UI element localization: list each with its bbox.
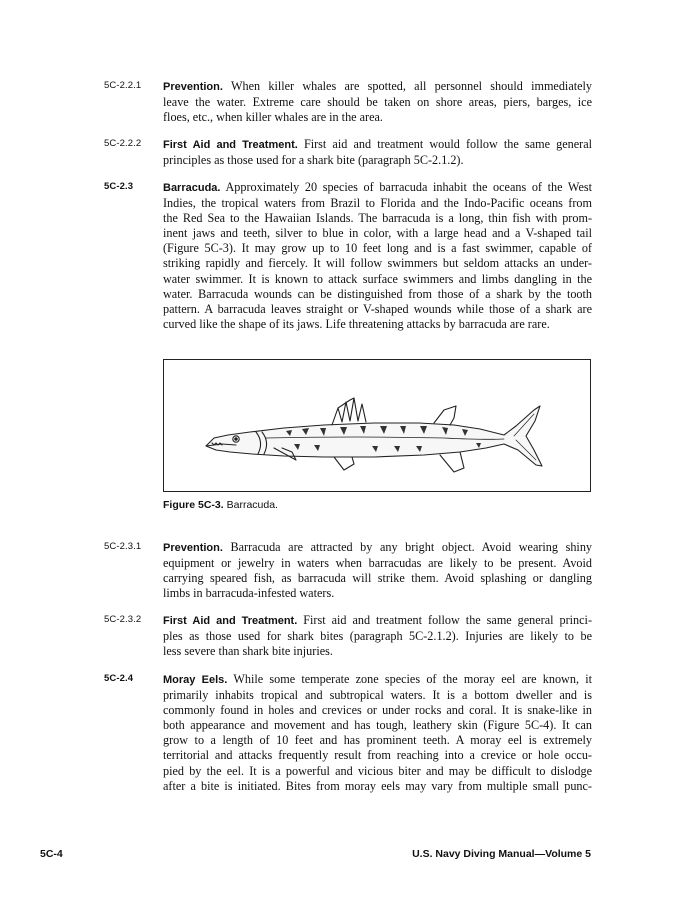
- paragraph-heading: First Aid and Treatment.: [163, 139, 298, 151]
- figure-title: Barracuda.: [226, 499, 278, 511]
- paragraph-heading: First Aid and Treatment.: [163, 615, 298, 627]
- paragraph-heading: Moray Eels.: [163, 674, 228, 686]
- manual-title: U.S. Navy Diving Manual—Volume 5: [412, 848, 591, 860]
- figure-caption: [163, 499, 278, 511]
- paragraph-heading: Prevention.: [163, 542, 223, 554]
- paragraph-heading: Barracuda.: [163, 182, 221, 194]
- paragraph-text: Prevention. When killer whales are spotted, all personnel should immediately leave the water. Extreme care should be taken on shore areas, piers, barges, ice floes, etc., when killer whales are in the area.: [163, 79, 592, 125]
- paragraph-number: 5C-2.4: [104, 673, 134, 684]
- figure-box: [163, 359, 591, 492]
- paragraph-text: First Aid and Treatment. First aid and treatment would follow the same general principles as those used for a shark bite (paragraph 5C-2.1.2).: [163, 137, 592, 168]
- paragraph-number: 5C-2.2.2: [104, 138, 142, 149]
- paragraph-number: 5C-2.2.1: [104, 80, 142, 91]
- paragraph-text: Prevention. Barracuda are attracted by any bright object. Avoid wearing shiny equipment or jewelry in waters when barracudas are likely to be present. Avoid carrying speared fish, as barracuda will strike them. Avoid splashing or dangling limbs in barracuda-infested waters.: [163, 540, 593, 601]
- figure-label: Figure 5C-3.: [163, 499, 224, 511]
- paragraph-number: 5C-2.3: [104, 181, 134, 192]
- barracuda-illustration: [204, 388, 550, 480]
- paragraph-text: Moray Eels. While some temperate zone species of the moray eel are known, it primarily inhabits tropical and subtropical waters. It is a bottom dweller and is commonly found in holes and crevices or under rocks and coral. It is snake-like in both appearance and movement and has tough, leathery skin (Figure 5C-4). It can grow to a length of 10 feet and has prominent teeth. A moray eel is extremely territorial and attacks frequently result from reaching into a crevice or hole occu- pied by the eel. It is a powerful and vicious biter and may be difficult to dislodge after a bite is initiated. Bites from moray eels may vary from multiple small punc-: [163, 672, 593, 793]
- paragraph-number: 5C-2.3.1: [104, 541, 142, 552]
- paragraph-heading: Prevention.: [163, 81, 223, 93]
- page-number: 5C-4: [40, 848, 63, 860]
- paragraph-text: First Aid and Treatment. First aid and treatment follow the same general princi- ples as those used for shark bites (paragraph 5C-2.1.2). Injuries are likely to be less severe than shark bite injuries.: [163, 613, 592, 659]
- paragraph-number: 5C-2.3.2: [104, 614, 142, 625]
- paragraph-text: Barracuda. Approximately 20 species of barracuda inhabit the oceans of the West Indies, the tropical waters from Brazil to Florida and the Indo-Pacific oceans from the Red Sea to the Hawaiian Islands. The barracuda is a long, thin fish with prom- inent jaws and teeth, silver to blue in color, with a large head and a V-shaped tail (Figure 5C-3). It may grow up to 10 feet long and is a fast swimmer, capable of striking rapidly and fiercely. It will follow swimmers but seldom attacks an under- water swimmer. It is known to attack surface swimmers and limbs dangling in the water. Barracuda wounds can be distinguished from those of a shark by the tooth pattern. A barracuda leaves straight or V-shaped wounds while those of a shark are curved like the shape of its jaws. Life threatening attacks by barracuda are rare.: [163, 180, 592, 331]
